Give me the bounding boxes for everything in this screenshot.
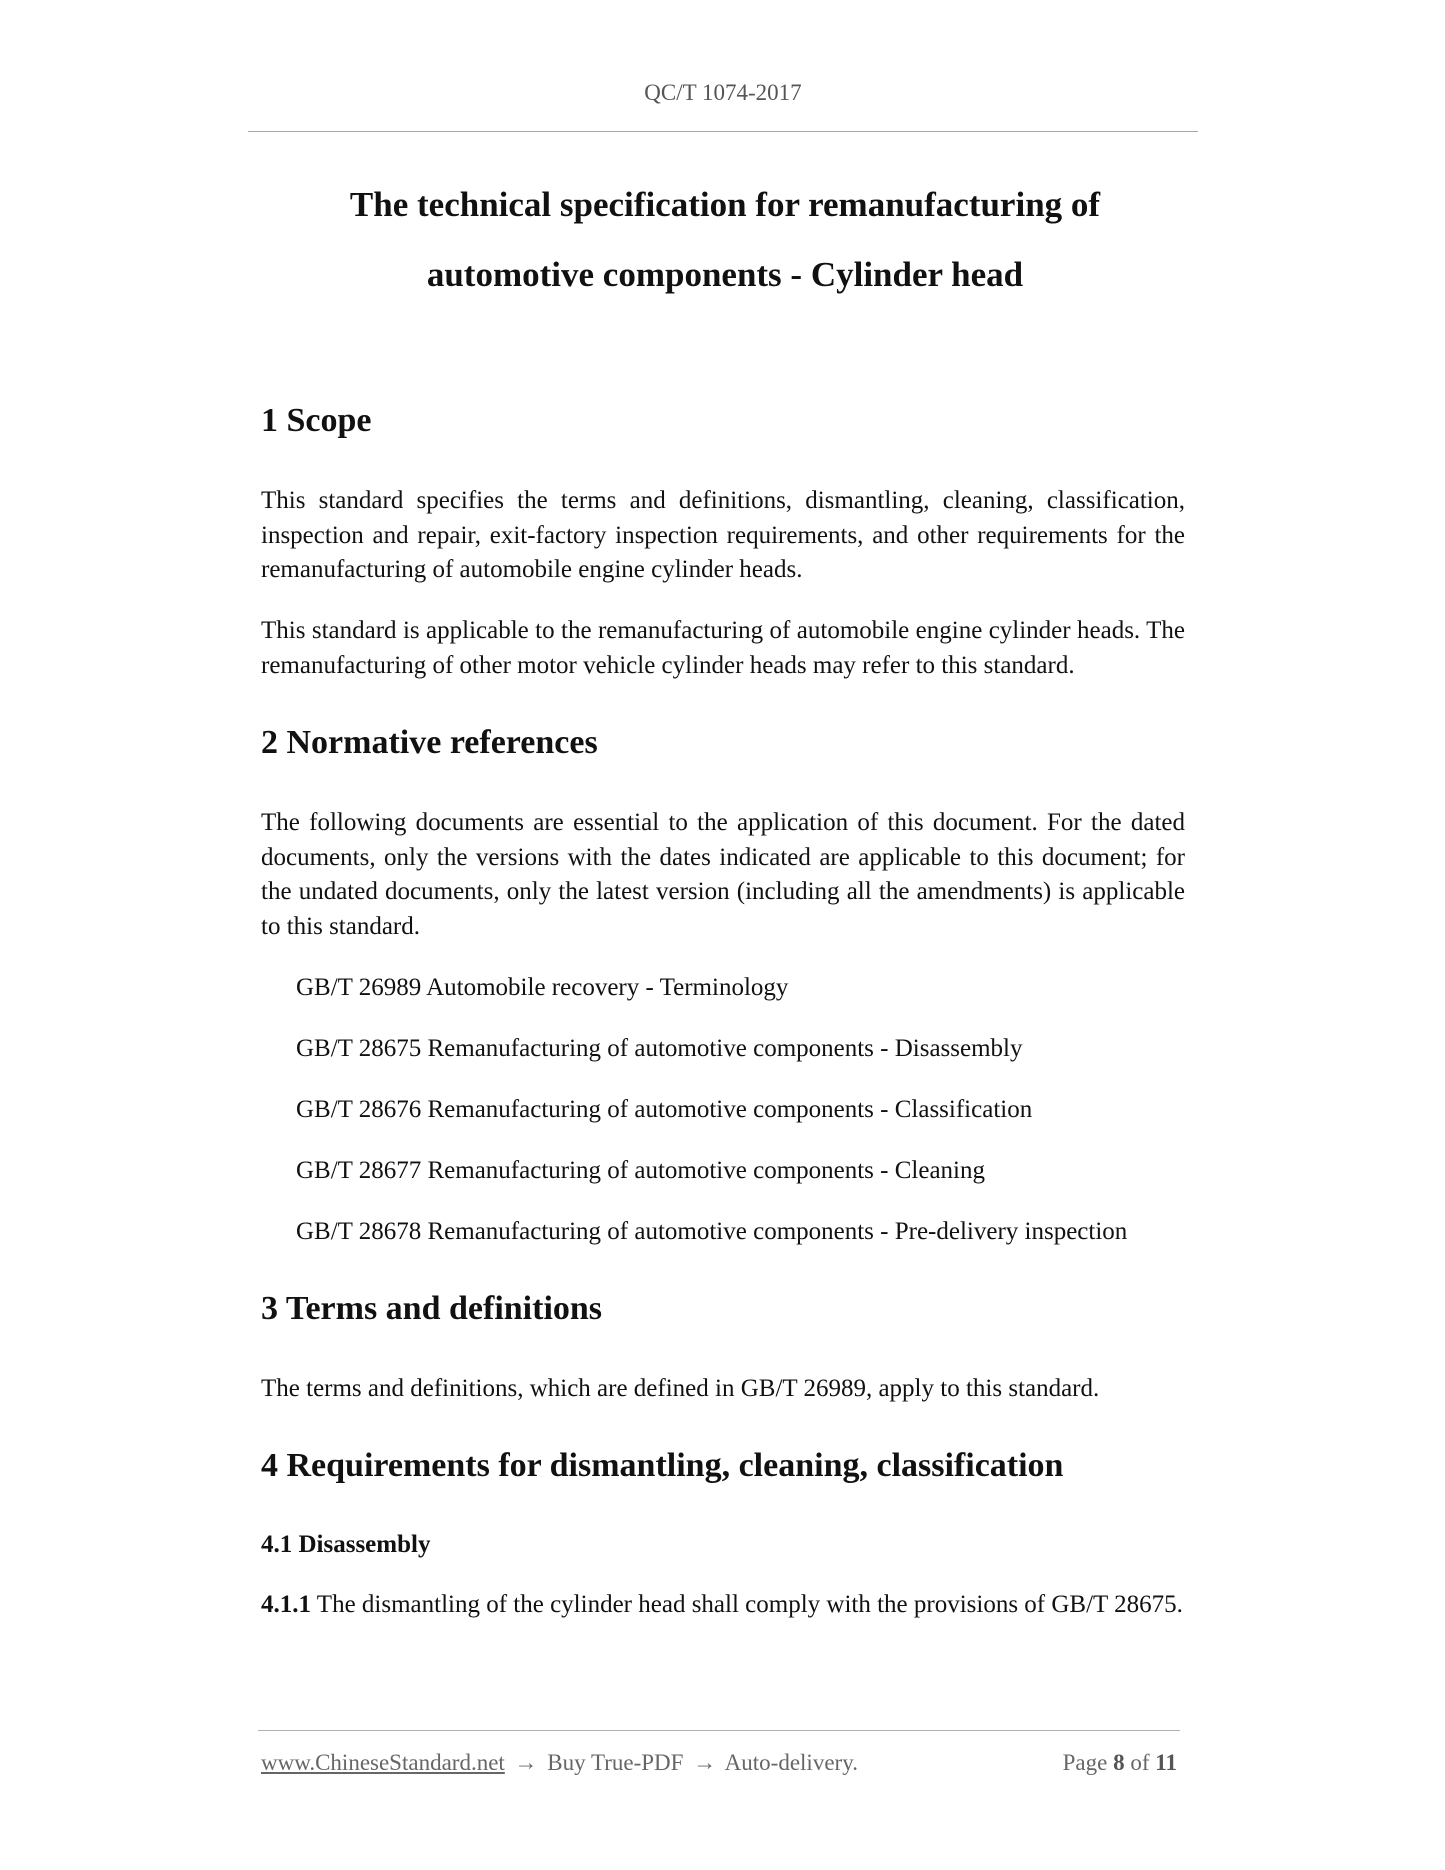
- normative-paragraph: The following documents are essential to the application of this document. For the dated documents, only the versions with the dates indicated are applicable to this document; for the undated documents, only the latest version (including all the amendments) is applicable to this standard.: [261, 809, 1185, 940]
- header-divider: [248, 131, 1198, 132]
- page-label: Page: [1062, 1750, 1108, 1775]
- reference-item: GB/T 28675 Remanufacturing of automotive components - Disassembly: [296, 1035, 1023, 1062]
- subsection-heading-disassembly: 4.1 Disassembly: [261, 1531, 431, 1558]
- arrow-right-icon: →: [514, 1750, 538, 1775]
- section-heading-requirements: 4 Requirements for dismantling, cleaning, classification: [261, 1447, 1064, 1484]
- terms-paragraph: The terms and definitions, which are defined in GB/T 26989, apply to this standard.: [261, 1375, 1100, 1402]
- document-title-line-1: The technical specification for remanufacturing of: [349, 185, 1101, 224]
- of-label: of: [1130, 1750, 1150, 1775]
- auto-delivery-text: Auto-delivery.: [724, 1750, 858, 1775]
- reference-item: GB/T 28676 Remanufacturing of automotive components - Classification: [296, 1096, 1033, 1123]
- total-page-number: 11: [1155, 1750, 1177, 1775]
- buy-true-pdf-text: Buy True-PDF: [547, 1750, 684, 1775]
- document-title-line-2: automotive components - Cylinder head: [426, 255, 1024, 294]
- section-heading-terms: 3 Terms and definitions: [261, 1290, 603, 1327]
- reference-item: GB/T 26989 Automobile recovery - Terminology: [296, 974, 789, 1001]
- scope-paragraph-2: This standard is applicable to the remanufacturing of automobile engine cylinder heads. The remanufacturing of other motor vehicle cylinder heads may refer to this standard.: [261, 617, 1185, 679]
- clause-4-1-1: [261, 1588, 1185, 1623]
- current-page-number: 8: [1113, 1750, 1125, 1775]
- clause-text: The dismantling of the cylinder head shall comply with the provisions of GB/T 28675.: [311, 1591, 1183, 1618]
- page-indicator: [1063, 1750, 1177, 1776]
- running-header: QC/T 1074-2017: [644, 80, 802, 105]
- reference-item: GB/T 28678 Remanufacturing of automotive components - Pre-delivery inspection: [296, 1218, 1128, 1245]
- clause-number: 4.1.1: [261, 1591, 311, 1618]
- footer-divider: [258, 1730, 1180, 1731]
- section-heading-scope: 1 Scope: [261, 402, 372, 439]
- page-footer: [261, 1750, 1181, 1776]
- section-heading-normative-references: 2 Normative references: [261, 724, 598, 761]
- scope-paragraph-1: This standard specifies the terms and definitions, dismantling, cleaning, classification, inspection and repair, exit-factory inspection requirements, and other requirements for the remanufacturing of automobile engine cylinder heads.: [261, 487, 1185, 583]
- document-title: [260, 170, 1190, 310]
- arrow-right-icon: →: [693, 1750, 717, 1775]
- chinese-standard-link[interactable]: www.ChineseStandard.net: [261, 1750, 505, 1775]
- reference-item: GB/T 28677 Remanufacturing of automotive components - Cleaning: [296, 1157, 985, 1184]
